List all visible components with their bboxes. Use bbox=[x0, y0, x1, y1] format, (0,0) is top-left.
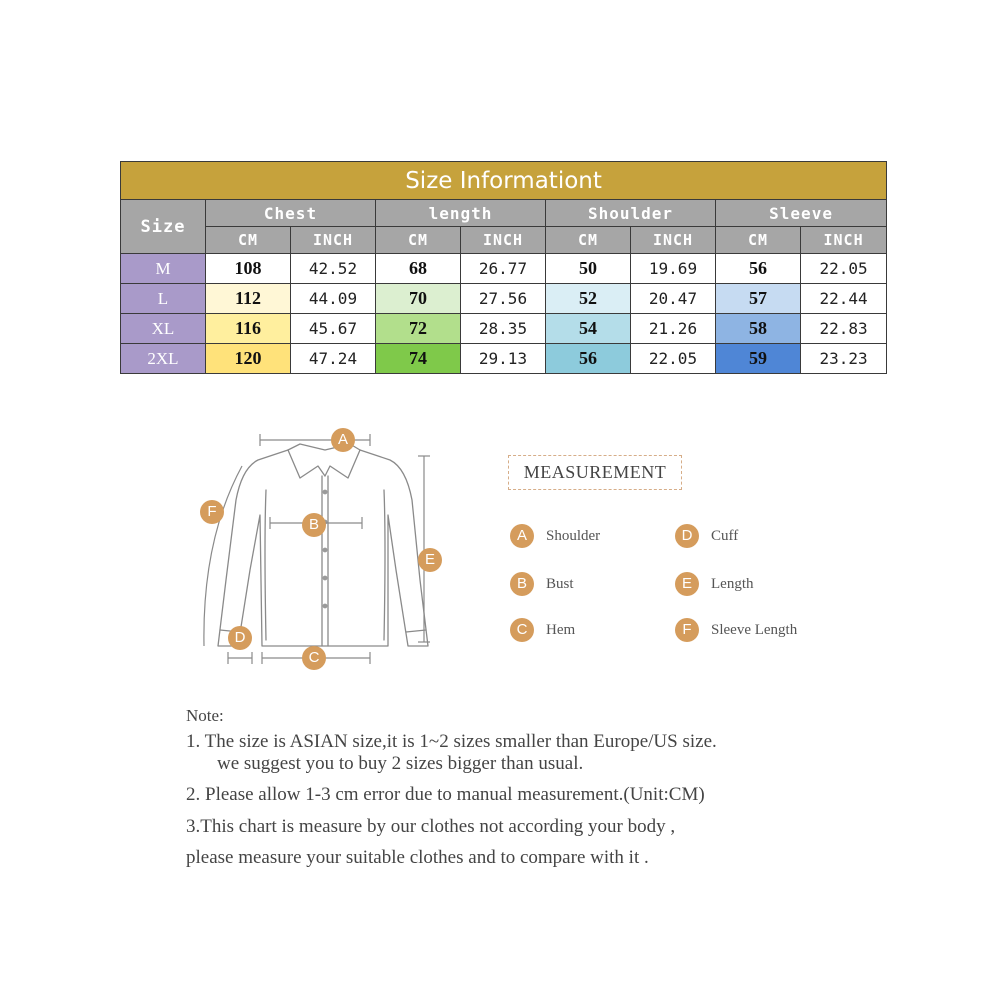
badge-d-icon: D bbox=[228, 626, 252, 650]
legend-label: Bust bbox=[546, 575, 574, 592]
badge-a-icon: A bbox=[510, 524, 534, 548]
cm-value-cell: 74 bbox=[376, 344, 461, 374]
group-header-length: length bbox=[376, 200, 546, 227]
group-header-sleeve: Sleeve bbox=[716, 200, 887, 227]
shirt-measurement-diagram bbox=[190, 420, 460, 680]
inch-value-cell: 27.56 bbox=[461, 284, 546, 314]
badge-e-icon: E bbox=[418, 548, 442, 572]
size-cell: L bbox=[121, 284, 206, 314]
cm-value-cell: 70 bbox=[376, 284, 461, 314]
cm-value-cell: 116 bbox=[206, 314, 291, 344]
inch-value-cell: 28.35 bbox=[461, 314, 546, 344]
unit-header-inch: INCH bbox=[461, 227, 546, 254]
cm-value-cell: 50 bbox=[546, 254, 631, 284]
legend-item-length bbox=[675, 572, 754, 596]
badge-c-icon: C bbox=[302, 646, 326, 670]
inch-value-cell: 44.09 bbox=[291, 284, 376, 314]
cm-value-cell: 59 bbox=[716, 344, 801, 374]
cm-value-cell: 57 bbox=[716, 284, 801, 314]
cm-value-cell: 112 bbox=[206, 284, 291, 314]
unit-header-cm: CM bbox=[716, 227, 801, 254]
badge-e-icon: E bbox=[675, 572, 699, 596]
legend-label: Shoulder bbox=[546, 527, 601, 544]
badge-f-icon: F bbox=[675, 618, 699, 642]
cm-value-cell: 72 bbox=[376, 314, 461, 344]
unit-header-cm: CM bbox=[376, 227, 461, 254]
note-line-1: 1. The size is ASIAN size,it is 1~2 sizes smaller than Europe/US size. bbox=[186, 731, 717, 752]
badge-f-icon: F bbox=[200, 500, 224, 524]
legend-label: Length bbox=[711, 575, 754, 592]
inch-value-cell: 20.47 bbox=[631, 284, 716, 314]
inch-value-cell: 29.13 bbox=[461, 344, 546, 374]
table-row bbox=[121, 284, 887, 314]
measurement-title: MEASUREMENT bbox=[508, 455, 682, 490]
inch-value-cell: 45.67 bbox=[291, 314, 376, 344]
unit-header-inch: INCH bbox=[801, 227, 887, 254]
badge-a-icon: A bbox=[331, 428, 355, 452]
cm-value-cell: 54 bbox=[546, 314, 631, 344]
note-line-1-continued: we suggest you to buy 2 sizes bigger than usual. bbox=[217, 753, 584, 774]
inch-value-cell: 22.83 bbox=[801, 314, 887, 344]
cm-value-cell: 120 bbox=[206, 344, 291, 374]
note-line-4: please measure your suitable clothes and to compare with it . bbox=[186, 847, 649, 868]
badge-d-icon: D bbox=[675, 524, 699, 548]
cm-value-cell: 68 bbox=[376, 254, 461, 284]
group-header-chest: Chest bbox=[206, 200, 376, 227]
note-heading: Note: bbox=[186, 706, 224, 725]
table-body bbox=[121, 254, 887, 374]
table-title: Size Informationt bbox=[121, 162, 887, 200]
group-header-shoulder: Shoulder bbox=[546, 200, 716, 227]
inch-value-cell: 23.23 bbox=[801, 344, 887, 374]
size-header: Size bbox=[121, 200, 206, 254]
legend-item-cuff bbox=[675, 524, 738, 548]
unit-header-inch: INCH bbox=[291, 227, 376, 254]
note-line-2: 2. Please allow 1-3 cm error due to manual measurement.(Unit:CM) bbox=[186, 784, 705, 805]
legend-item-shoulder bbox=[510, 524, 600, 548]
note-line-3: 3.This chart is measure by our clothes not according your body , bbox=[186, 816, 676, 837]
badge-c-icon: C bbox=[510, 618, 534, 642]
legend-label: Hem bbox=[546, 621, 576, 638]
size-table bbox=[120, 161, 887, 374]
unit-header-inch: INCH bbox=[631, 227, 716, 254]
inch-value-cell: 22.44 bbox=[801, 284, 887, 314]
inch-value-cell: 21.26 bbox=[631, 314, 716, 344]
cm-value-cell: 56 bbox=[546, 344, 631, 374]
legend-label: Cuff bbox=[711, 527, 739, 544]
inch-value-cell: 19.69 bbox=[631, 254, 716, 284]
inch-value-cell: 22.05 bbox=[631, 344, 716, 374]
size-cell: 2XL bbox=[121, 344, 206, 374]
size-cell: M bbox=[121, 254, 206, 284]
table-row bbox=[121, 314, 887, 344]
inch-value-cell: 22.05 bbox=[801, 254, 887, 284]
size-cell: XL bbox=[121, 314, 206, 344]
inch-value-cell: 47.24 bbox=[291, 344, 376, 374]
unit-header-cm: CM bbox=[546, 227, 631, 254]
badge-b-icon: B bbox=[302, 513, 326, 537]
cm-value-cell: 52 bbox=[546, 284, 631, 314]
legend-item-hem bbox=[510, 618, 575, 642]
table-row bbox=[121, 344, 887, 374]
legend-item-sleeve-length bbox=[675, 618, 797, 642]
inch-value-cell: 26.77 bbox=[461, 254, 546, 284]
cm-value-cell: 58 bbox=[716, 314, 801, 344]
legend-item-bust bbox=[510, 572, 574, 596]
cm-value-cell: 108 bbox=[206, 254, 291, 284]
legend-label: Sleeve Length bbox=[711, 621, 798, 638]
cm-value-cell: 56 bbox=[716, 254, 801, 284]
badge-b-icon: B bbox=[510, 572, 534, 596]
table-row bbox=[121, 254, 887, 284]
inch-value-cell: 42.52 bbox=[291, 254, 376, 284]
unit-header-cm: CM bbox=[206, 227, 291, 254]
